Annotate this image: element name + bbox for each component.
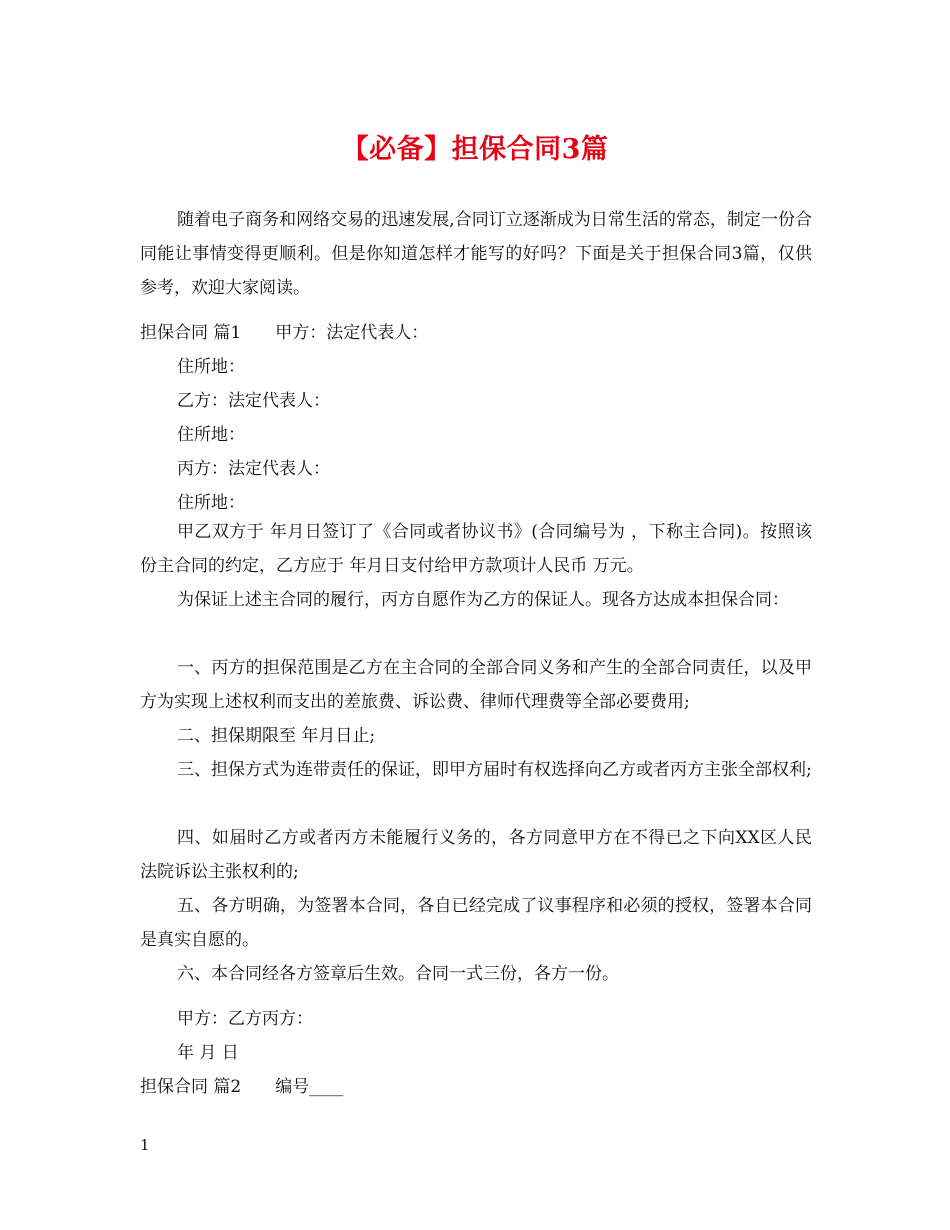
section2-heading-line bbox=[140, 1072, 343, 1097]
address-c: 住所地： bbox=[177, 493, 245, 513]
paragraph-8: 六、本合同经各方签章后生效。合同一式三份，各方一份。 bbox=[177, 964, 619, 984]
address-b: 住所地： bbox=[177, 425, 245, 445]
intro-paragraph: 随着电子商务和网络交易的迅速发展,合同订立逐渐成为日常生活的常态，制定一份合同能让事情变得更顺利。但是你知道怎样才能写的好吗？下面是关于担保合同3篇，仅供参考，欢迎大家阅读。 bbox=[140, 210, 812, 298]
paragraph-7: 五、各方明确，为签署本合同，各自已经完成了议事程序和必须的授权，签署本合同是真实自愿的。 bbox=[140, 896, 812, 950]
party-c: 丙方：法定代表人： bbox=[177, 459, 330, 479]
party-b: 乙方：法定代表人： bbox=[177, 391, 330, 411]
paragraph-6: 四、如届时乙方或者丙方未能履行义务的，各方同意甲方在不得已之下向XX区人民法院诉讼主张权利的; bbox=[140, 828, 812, 882]
signature-line: 甲方：乙方丙方： bbox=[177, 1009, 313, 1029]
page-number: 1 bbox=[140, 1136, 150, 1154]
party-a-line: 甲方：法定代表人： bbox=[275, 323, 429, 343]
section2-heading: 担保合同 篇2 bbox=[140, 1077, 242, 1097]
paragraph-1: 甲乙双方于 年月日签订了《合同或者协议书》(合同编号为 ，下称主合同)。按照该份主合同的约定，乙方应于 年月日支付给甲方款项计人民币 万元。 bbox=[140, 522, 812, 576]
address-a: 住所地： bbox=[177, 357, 245, 377]
section1-heading: 担保合同 篇1 bbox=[140, 323, 242, 343]
paragraph-5: 三、担保方式为连带责任的保证，即甲方届时有权选择向乙方或者丙方主张全部权利; bbox=[177, 760, 812, 780]
date-line: 年 月 日 bbox=[177, 1043, 239, 1063]
paragraph-3: 一、丙方的担保范围是乙方在主合同的全部合同义务和产生的全部合同责任，以及甲方为实现上述权利而支出的差旅费、诉讼费、律师代理费等全部必要费用; bbox=[140, 658, 812, 712]
contract-number: 编号____ bbox=[275, 1077, 344, 1097]
document-title: 【必备】担保合同3篇 bbox=[341, 134, 609, 165]
section1-heading-line bbox=[140, 318, 428, 343]
paragraph-4: 二、担保期限至 年月日止; bbox=[177, 726, 376, 746]
paragraph-2: 为保证上述主合同的履行，丙方自愿作为乙方的保证人。现各方达成本担保合同： bbox=[177, 590, 789, 610]
